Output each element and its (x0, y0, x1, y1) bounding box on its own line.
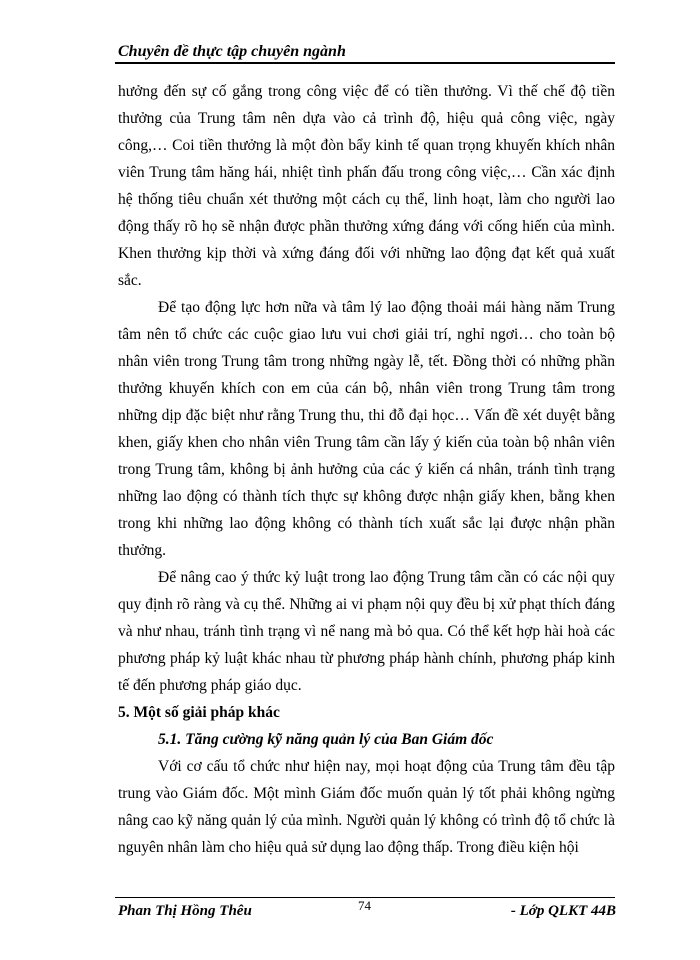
document-body (118, 78, 615, 861)
paragraph-3: Để nâng cao ý thức kỷ luật trong lao động Trung tâm cần có các nội quy quy định rõ ràng và cụ thể. Những ai vi phạm nội quy đều bị xử phạt thích đáng và như nhau, tránh tình trạng vì nể nang mà bỏ qua. Có thể kết hợp hài hoà các phương pháp kỷ luật khác nhau từ phương pháp hành chính, phương pháp kinh tế đến phương pháp giáo dục. (118, 569, 615, 694)
subsection-heading: 5.1. Tăng cường kỹ năng quản lý của Ban Giám đốc (158, 731, 494, 748)
header-divider (115, 62, 615, 64)
footer-author: Phan Thị Hồng Thêu (118, 903, 252, 919)
paragraph-4: Với cơ cấu tổ chức như hiện nay, mọi hoạt động của Trung tâm đều tập trung vào Giám đốc. Một mình Giám đốc muốn quản lý tốt phải không ngừng nâng cao kỹ năng quản lý của mình. Người quản lý không có trình độ tổ chức là nguyên nhân làm cho hiệu quả sử dụng lao động thấp. Trong điều kiện hội (118, 758, 615, 856)
paragraph-2: Để tạo động lực hơn nữa và tâm lý lao động thoải mái hàng năm Trung tâm nên tổ chức các cuộc giao lưu vui chơi giải trí, nghỉ ngơi… cho toàn bộ nhân viên trong Trung tâm trong những ngày lễ, tết. Đồng thời có những phần thưởng khuyến khích con em của cán bộ, nhân viên trong Trung tâm trong những dịp đặc biệt như rằng Trung thu, thi đỗ đại học… Vấn đề xét duyệt bằng khen, giấy khen cho nhân viên Trung tâm cần lấy ý kiến của toàn bộ nhân viên trong Trung tâm, không bị ảnh hưởng của các ý kiến cá nhân, tránh tình trạng những lao động có thành tích thực sự không được nhận giấy khen, bằng khen trong khi những lao động không có thành tích xuất sắc lại được nhận phần thưởng. (118, 299, 615, 559)
paragraph-1: hưởng đến sự cố gắng trong công việc để có tiền thưởng. Vì thế chế độ tiền thưởng của Trung tâm nên dựa vào cả trình độ, hiệu quả công việc, ngày công,… Coi tiền thưởng là một đòn bẩy kinh tế quan trọng khuyến khích nhân viên Trung tâm hăng hái, nhiệt tình phấn đấu trong công việc,… Cần xác định hệ thống tiêu chuẩn xét thưởng một cách cụ thể, linh hoạt, làm cho người lao động thấy rõ họ sẽ nhận được phần thưởng xứng đáng với cống hiến của mình. Khen thưởng kịp thời và xứng đáng đối với những lao động đạt kết quả xuất sắc. (118, 83, 615, 289)
footer-class: - Lớp QLKT 44B (510, 903, 616, 919)
page-number: 74 (358, 898, 371, 913)
page-header-title: Chuyên đề thực tập chuyên ngành (118, 43, 346, 60)
section-heading: 5. Một số giải pháp khác (118, 704, 280, 721)
